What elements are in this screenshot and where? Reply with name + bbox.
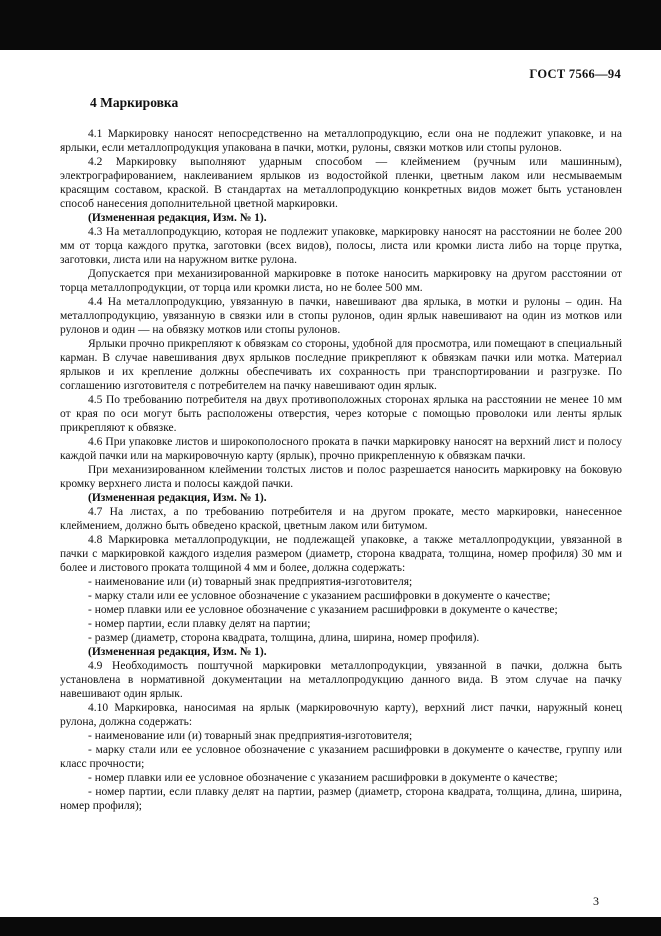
list-item-4-8-5: - размер (диаметр, сторона квадрата, толщина, длина, ширина, номер профиля).: [88, 632, 480, 644]
amendment-note-1: (Измененная редакция, Изм. № 1).: [88, 212, 267, 224]
paragraph-4-7: 4.7 На листах, а по требованию потребителя и на другом прокате, место маркировки, нанесенное клеймением, должно быть обведено краской, цветным лаком или битумом.: [60, 506, 622, 532]
scan-edge-top: [0, 0, 661, 50]
section-title: 4 Маркировка: [90, 95, 179, 110]
scan-edge-bottom: [0, 917, 661, 936]
paragraph-4-6-continued: При механизированном клеймении толстых листов и полос разрешается наносить маркировку на боковую кромку верхнего листа и полосы каждой пачки.: [60, 464, 622, 490]
list-item-4-8-1: - наименование или (и) товарный знак предприятия-изготовителя;: [88, 576, 413, 588]
paragraph-4-3: 4.3 На металлопродукцию, которая не подлежит упаковке, маркировку наносят на расстоянии не более 200 мм от торца каждого прутка, заготовки (всех видов), полосы, листа или кромки листа либо на торце прутка, заготовки, листа или на наружном витке рулона.: [60, 226, 622, 266]
page-number: 3: [593, 894, 599, 908]
document-number: ГОСТ 7566—94: [529, 67, 621, 81]
paragraph-4-2: 4.2 Маркировку выполняют ударным способом — клеймением (ручным или машинным), электрографированием, наклеиванием ярлыков из водостойкой пленки, цветным лаком или несмываемым красящим составом, краской. В стандартах на металлопродукцию конкретных видов может быть установлен способ нанесения дополнительной цветной маркировки.: [60, 156, 622, 210]
paragraph-4-5: 4.5 По требованию потребителя на двух противоположных сторонах ярлыка на расстоянии не менее 10 мм от края по оси могут быть расположены отверстия, через которые с помощью проволоки или ленты ярлык прикрепляют к обвязке.: [60, 394, 622, 434]
document-body: [60, 127, 622, 813]
list-item-4-10-3: - номер плавки или ее условное обозначение с указанием расшифровки в документе о качестве;: [88, 772, 558, 784]
list-item-4-8-2: - марку стали или ее условное обозначение с указанием расшифровки в документе о качестве;: [88, 590, 551, 602]
amendment-note-3: (Измененная редакция, Изм. № 1).: [88, 646, 267, 658]
paragraph-4-1: 4.1 Маркировку наносят непосредственно на металлопродукцию, если она не подлежит упаковке, и на ярлыки, если металлопродукция упакована в пачки, мотки, рулоны, связки мотков или стопы рулонов.: [60, 128, 622, 154]
list-item-4-10-2: - марку стали или ее условное обозначение с указанием расшифровки в документе о качестве, группу или класс прочности;: [60, 744, 622, 770]
paragraph-4-3-continued: Допускается при механизированной маркировке в потоке наносить маркировку на другом расстоянии от торца металлопродукции, от торца или кромки листа, но не более 500 мм.: [60, 268, 622, 294]
list-item-4-8-4: - номер партии, если плавку делят на партии;: [88, 618, 311, 630]
list-item-4-10-4: - номер партии, если плавку делят на партии, размер (диаметр, сторона квадрата, толщина, длина, ширина, номер профиля);: [60, 786, 622, 812]
list-item-4-10-1: - наименование или (и) товарный знак предприятия-изготовителя;: [88, 730, 413, 742]
paragraph-4-9: 4.9 Необходимость поштучной маркировки металлопродукции, увязанной в пачки, должна быть установлена в нормативной документации на металлопродукцию данного вида. В этом случае на пачку навешивают один ярлык.: [60, 660, 622, 700]
paragraph-4-6: 4.6 При упаковке листов и широкополосного проката в пачки маркировку наносят на верхний лист и полосу каждой пачки или на маркировочную карту (ярлык), прочно прикрепленную к обвязкам пачки.: [60, 436, 622, 462]
paragraph-4-8: 4.8 Маркировка металлопродукции, не подлежащей упаковке, а также металлопродукции, увязанной в пачки с маркировкой каждого изделия размером (диаметр, сторона квадрата, толщина, номер профиля) 30 мм и более и листового проката толщиной 4 мм и более, должна содержать:: [60, 534, 622, 574]
paragraph-4-4: 4.4 На металлопродукцию, увязанную в пачки, навешивают два ярлыка, в мотки и рулоны – один. На металлопродукцию, увязанную в связки или в стопы рулонов, один ярлык навешивают на один из мотков или рулонов и один — на обвязку мотков или стопы рулонов.: [60, 296, 622, 336]
paragraph-4-10: 4.10 Маркировка, наносимая на ярлык (маркировочную карту), верхний лист пачки, наружный конец рулона, должна содержать:: [60, 702, 622, 728]
amendment-note-2: (Измененная редакция, Изм. № 1).: [88, 492, 267, 504]
list-item-4-8-3: - номер плавки или ее условное обозначение с указанием расшифровки в документе о качестве;: [88, 604, 558, 616]
paragraph-4-4-continued: Ярлыки прочно прикрепляют к обвязкам со стороны, удобной для просмотра, или помещают в специальный карман. В случае навешивания двух ярлыков последние прикрепляют к обвязкам пачки или мотка. Материал ярлыков и их крепление должны обеспечивать их сохранность при транспортировании и разгрузке. По соглашению изготовителя с потребителем на пачку навешивают один ярлык.: [60, 338, 622, 392]
